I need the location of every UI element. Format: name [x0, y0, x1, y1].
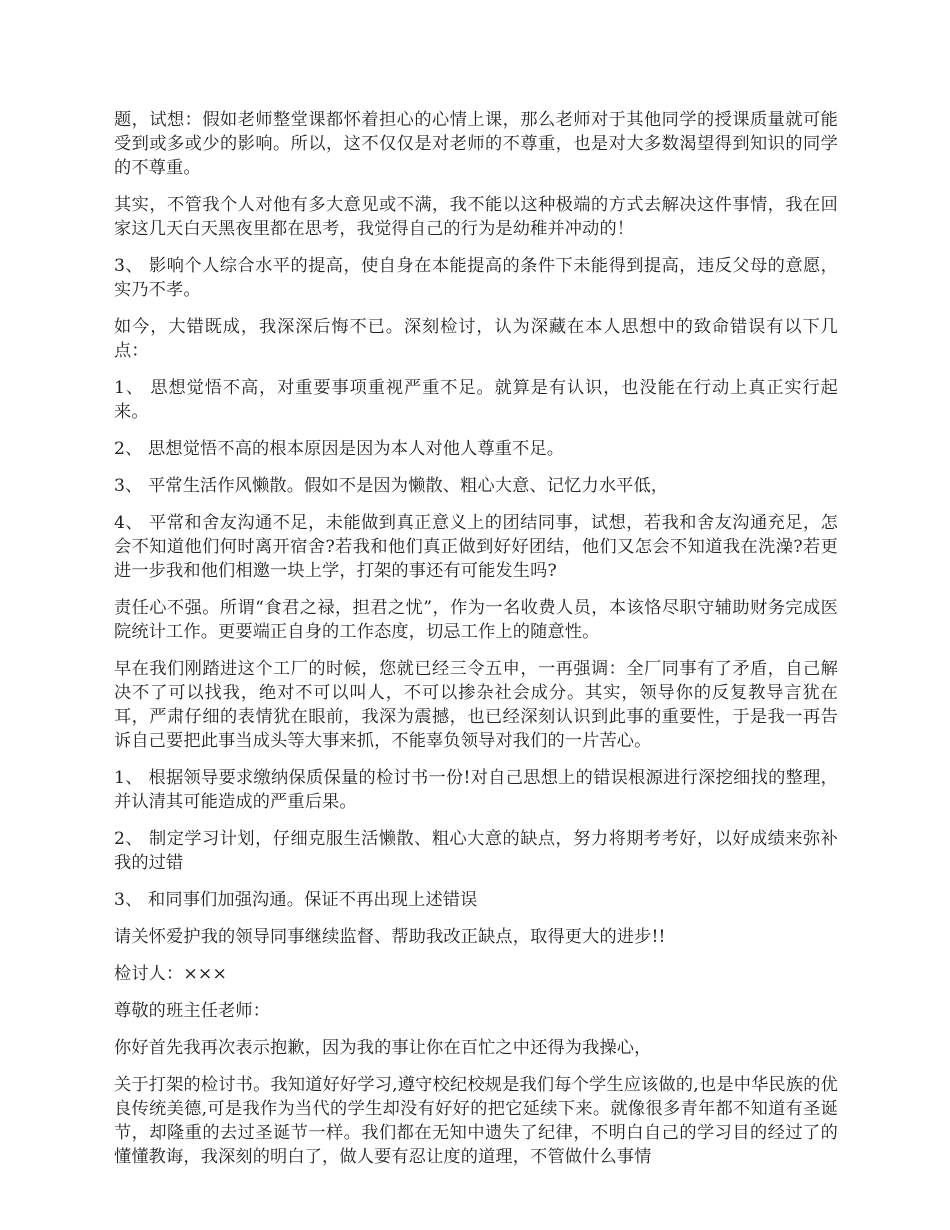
paragraph-7: 3、 平常生活作风懒散。假如不是因为懒散、粗心大意、记忆力水平低，: [114, 476, 669, 496]
paragraph-1: 题，试想：假如老师整堂课都怀着担心的心情上课，那么老师对于其他同学的授课质量就可能受到或多或少的影响。所以，这不仅仅是对老师的不尊重，也是对大多数渴望得到知识的同学的不尊重。: [114, 110, 838, 178]
paragraph-18: 关于打架的检讨书。我知道好好学习,遵守校纪校规是我们每个学生应该做的,也是中华民族的优良传统美德,可是我作为当代的学生却没有好好的把它延续下来。就像很多青年都不知道有圣诞节，却隆重的去过圣诞节一样。我们都在无知中遗失了纪律，不明白自己的学习目的经过了的懂懂教诲，我深刻的明白了，做人要有忍让度的道理，不管做什么事情: [114, 1075, 838, 1167]
paragraph-9: 责任心不强。所谓“食君之禄，担君之忧”，作为一名收费人员，本该恪尽职守辅助财务完成医院统计工作。更要端正自身的工作态度，切忌工作上的随意性。: [114, 598, 838, 642]
paragraph-17: 你好首先我再次表示抱歉，因为我的事让你在百忙之中还得为我操心，: [114, 1038, 652, 1058]
salutation: 尊敬的班主任老师：: [114, 1001, 271, 1021]
signature-line: 检讨人：×××: [114, 964, 228, 984]
paragraph-4: 如今，大错既成，我深深后悔不已。深刻检讨，认为深藏在本人思想中的致命错误有以下几点：: [114, 317, 838, 361]
document-page: [114, 108, 838, 1182]
paragraph-12: 2、 制定学习计划，仔细克服生活懒散、粗心大意的缺点，努力将期考考好，以好成绩来弥补我的过错: [114, 829, 838, 873]
paragraph-3: 3、 影响个人综合水平的提高，使自身在本能提高的条件下未能得到提高，违反父母的意愿，实乃不孝。: [114, 256, 838, 300]
paragraph-8: 4、 平常和舍友沟通不足，未能做到真正意义上的团结同事，试想，若我和舍友沟通充足，怎会不知道他们何时离开宿舍?若我和他们真正做到好好团结，他们又怎会不知道我在洗澡?若更进一步我和他们相邀一块上学，打架的事还有可能发生吗?: [114, 513, 838, 581]
paragraph-13: 3、 和同事们加强沟通。保证不再出现上述错误: [114, 890, 478, 910]
paragraph-11: 1、 根据领导要求缴纳保质保量的检讨书一份!对自己思想上的错误根源进行深挖细找的整理，并认清其可能造成的严重后果。: [114, 768, 838, 812]
paragraph-5: 1、 思想觉悟不高，对重要事项重视严重不足。就算是有认识，也没能在行动上真正实行起来。: [114, 378, 838, 422]
paragraph-6: 2、 思想觉悟不高的根本原因是因为本人对他人尊重不足。: [114, 439, 565, 459]
paragraph-2: 其实，不管我个人对他有多大意见或不满，我不能以这种极端的方式去解决这件事情，我在回家这几天白天黑夜里都在思考，我觉得自己的行为是幼稚并冲动的！: [114, 195, 838, 239]
paragraph-14: 请关怀爱护我的领导同事继续监督、帮助我改正缺点，取得更大的进步!!: [114, 927, 666, 947]
paragraph-10: 早在我们刚踏进这个工厂的时候，您就已经三令五申，一再强调：全厂同事有了矛盾，自己解决不了可以找我，绝对不可以叫人，不可以掺杂社会成分。其实，领导你的反复教导言犹在耳，严肃仔细的表情犹在眼前，我深为震撼，也已经深刻认识到此事的重要性，于是我一再告诉自己要把此事当成头等大事来抓，不能辜负领导对我们的一片苦心。: [114, 659, 838, 751]
